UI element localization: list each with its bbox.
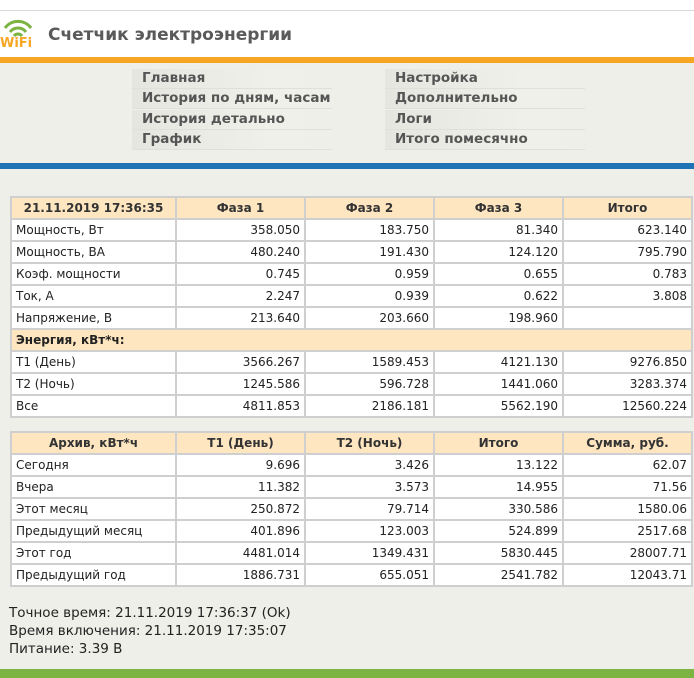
table-cell: 81.340 bbox=[435, 220, 562, 240]
table-cell: 2517.68 bbox=[564, 521, 691, 541]
table-cell: 655.051 bbox=[306, 565, 433, 585]
table-cell: 191.430 bbox=[306, 242, 433, 262]
row-label: Предыдущий месяц bbox=[12, 521, 175, 541]
table-header-row bbox=[12, 433, 691, 453]
table-cell: 1886.731 bbox=[177, 565, 304, 585]
table-cell: 3566.267 bbox=[177, 352, 304, 372]
menu-item-chart[interactable]: График bbox=[132, 130, 332, 150]
table-cell: 5562.190 bbox=[435, 396, 562, 416]
table-cell: 9.696 bbox=[177, 455, 304, 475]
table-cell: 124.120 bbox=[435, 242, 562, 262]
table-cell: 79.714 bbox=[306, 499, 433, 519]
table-cell: 213.640 bbox=[177, 308, 304, 328]
column-header: Т2 (Ночь) bbox=[306, 433, 433, 453]
table-cell: 3.808 bbox=[564, 286, 691, 306]
table-row bbox=[12, 477, 691, 497]
table-cell: 2.247 bbox=[177, 286, 304, 306]
column-header: Фаза 2 bbox=[306, 198, 433, 218]
exact-time-text: Точное время: 21.11.2019 17:36:37 (Ok) bbox=[9, 605, 291, 621]
table-cell: 0.783 bbox=[564, 264, 691, 284]
table-cell: 123.003 bbox=[306, 521, 433, 541]
table-header-row bbox=[12, 198, 691, 218]
table-cell: 183.750 bbox=[306, 220, 433, 240]
row-label: Этот месяц bbox=[12, 499, 175, 519]
status-footer bbox=[9, 604, 291, 658]
energy-section-label: Энергия, кВт*ч: bbox=[12, 330, 691, 350]
menu-item-monthly-totals[interactable]: Итого помесячно bbox=[385, 130, 585, 150]
power-on-time-text: Время включения: 21.11.2019 17:35:07 bbox=[9, 623, 287, 639]
table-cell: 0.959 bbox=[306, 264, 433, 284]
menu-item-settings[interactable]: Настройка bbox=[385, 69, 585, 89]
row-label: Ток, А bbox=[12, 286, 175, 306]
page-title: Счетчик электроэнергии bbox=[48, 25, 293, 45]
archive-table bbox=[10, 431, 693, 587]
table-cell: 1580.06 bbox=[564, 499, 691, 519]
menu-item-additional[interactable]: Дополнительно bbox=[385, 89, 585, 109]
table-cell: 596.728 bbox=[306, 374, 433, 394]
top-divider bbox=[0, 10, 694, 11]
row-label: Т2 (Ночь) bbox=[12, 374, 175, 394]
nav-menu bbox=[0, 63, 694, 163]
table-cell: 2186.181 bbox=[306, 396, 433, 416]
menu-item-history-days-hours[interactable]: История по дням, часам bbox=[132, 89, 332, 109]
column-header: Итого bbox=[435, 433, 562, 453]
table-cell: 3.426 bbox=[306, 455, 433, 475]
row-label: Сегодня bbox=[12, 455, 175, 475]
table-row bbox=[12, 521, 691, 541]
row-label: Предыдущий год bbox=[12, 565, 175, 585]
green-divider bbox=[0, 669, 694, 678]
table-cell: 623.140 bbox=[564, 220, 691, 240]
table-row bbox=[12, 286, 691, 306]
table-cell: 2541.782 bbox=[435, 565, 562, 585]
table-cell: 203.660 bbox=[306, 308, 433, 328]
table-cell: 1245.586 bbox=[177, 374, 304, 394]
table-row bbox=[12, 264, 691, 284]
energy-section-row bbox=[12, 330, 691, 350]
table-cell: 3.573 bbox=[306, 477, 433, 497]
table-cell: 0.622 bbox=[435, 286, 562, 306]
table-cell: 9276.850 bbox=[564, 352, 691, 372]
table-cell: 4811.853 bbox=[177, 396, 304, 416]
table-row bbox=[12, 455, 691, 475]
table-row bbox=[12, 499, 691, 519]
menu-item-home[interactable]: Главная bbox=[132, 69, 332, 89]
table-cell: 480.240 bbox=[177, 242, 304, 262]
row-label: Мощность, ВА bbox=[12, 242, 175, 262]
table-cell: 198.960 bbox=[435, 308, 562, 328]
row-label: Коэф. мощности bbox=[12, 264, 175, 284]
table-cell: 795.790 bbox=[564, 242, 691, 262]
row-label: Все bbox=[12, 396, 175, 416]
table-cell: 1349.431 bbox=[306, 543, 433, 563]
column-header: Архив, кВт*ч bbox=[12, 433, 175, 453]
table-row bbox=[12, 374, 691, 394]
table-cell: 524.899 bbox=[435, 521, 562, 541]
row-label: Напряжение, В bbox=[12, 308, 175, 328]
table-cell: 0.655 bbox=[435, 264, 562, 284]
table-cell: 250.872 bbox=[177, 499, 304, 519]
table-cell: 4121.130 bbox=[435, 352, 562, 372]
column-header: Фаза 1 bbox=[177, 198, 304, 218]
table-cell: 1441.060 bbox=[435, 374, 562, 394]
table-row bbox=[12, 396, 691, 416]
table-row bbox=[12, 565, 691, 585]
table-row bbox=[12, 242, 691, 262]
table-cell: 401.896 bbox=[177, 521, 304, 541]
wifi-logo-icon bbox=[0, 14, 36, 48]
menu-item-logs[interactable]: Логи bbox=[385, 110, 585, 130]
column-header: Т1 (День) bbox=[177, 433, 304, 453]
table-cell: 4481.014 bbox=[177, 543, 304, 563]
table-cell: 3283.374 bbox=[564, 374, 691, 394]
table-cell: 0.939 bbox=[306, 286, 433, 306]
column-header: Фаза 3 bbox=[435, 198, 562, 218]
table-row bbox=[12, 543, 691, 563]
current-readings-table bbox=[10, 196, 693, 418]
row-label: Этот год bbox=[12, 543, 175, 563]
table-cell: 13.122 bbox=[435, 455, 562, 475]
table-cell: 28007.71 bbox=[564, 543, 691, 563]
table-cell: 11.382 bbox=[177, 477, 304, 497]
table-cell: 12043.71 bbox=[564, 565, 691, 585]
row-label: Вчера bbox=[12, 477, 175, 497]
menu-item-history-detailed[interactable]: История детально bbox=[132, 110, 332, 130]
table-row bbox=[12, 220, 691, 240]
table-cell: 0.745 bbox=[177, 264, 304, 284]
table-row bbox=[12, 352, 691, 372]
table-cell: 330.586 bbox=[435, 499, 562, 519]
logo-text: WiFi bbox=[0, 36, 33, 48]
table-cell: 12560.224 bbox=[564, 396, 691, 416]
table-cell: 5830.445 bbox=[435, 543, 562, 563]
column-header: Сумма, руб. bbox=[564, 433, 691, 453]
table-cell: 1589.453 bbox=[306, 352, 433, 372]
table-row bbox=[12, 308, 691, 328]
timestamp-header: 21.11.2019 17:36:35 bbox=[12, 198, 175, 218]
row-label: Т1 (День) bbox=[12, 352, 175, 372]
table-cell: 71.56 bbox=[564, 477, 691, 497]
column-header: Итого bbox=[564, 198, 691, 218]
table-cell bbox=[564, 308, 691, 328]
row-label: Мощность, Вт bbox=[12, 220, 175, 240]
table-cell: 14.955 bbox=[435, 477, 562, 497]
supply-voltage-text: Питание: 3.39 В bbox=[9, 641, 123, 657]
table-cell: 62.07 bbox=[564, 455, 691, 475]
table-cell: 358.050 bbox=[177, 220, 304, 240]
